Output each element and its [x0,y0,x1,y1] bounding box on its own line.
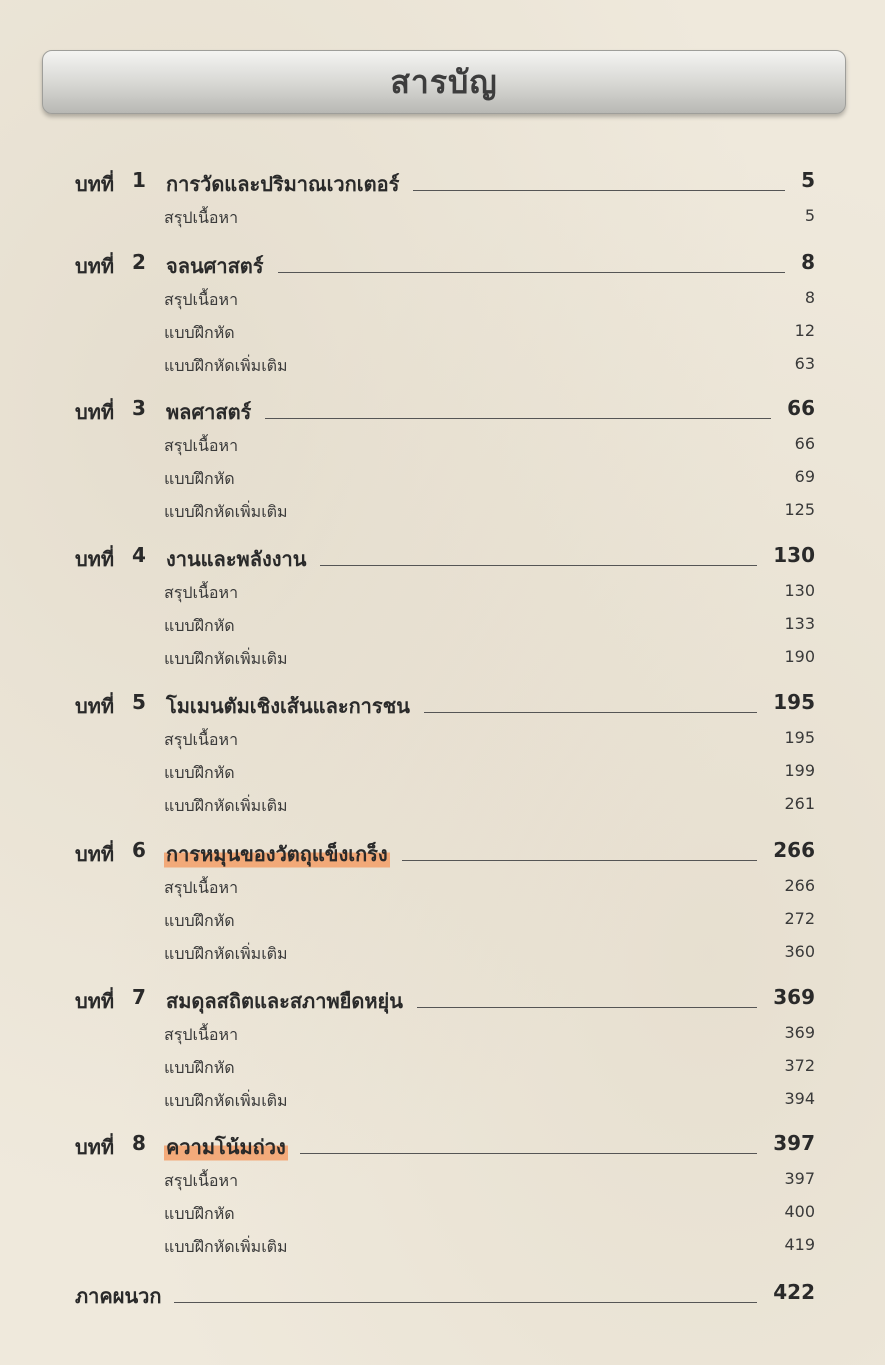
section-row[interactable] [0,728,885,758]
leader-line [278,272,786,273]
leader-line [265,418,771,419]
section-row[interactable] [0,1202,885,1232]
section-row[interactable] [0,581,885,611]
chapter-row[interactable] [0,396,885,426]
chapter-prefix: บทที่ [75,172,115,196]
chapter-page: 195 [773,690,815,714]
section-page: 5 [804,206,815,225]
chapter-number: 3 [132,396,146,420]
section-page: 190 [784,647,815,666]
chapter-number: 4 [132,543,146,567]
section-row[interactable] [0,288,885,318]
section-page: 261 [784,794,815,813]
section-label[interactable]: แบบฝึกหัด [164,911,235,930]
chapter-prefix: บทที่ [75,1135,115,1159]
section-page: 369 [784,1023,815,1042]
section-page: 8 [804,288,815,307]
chapter-prefix: บทที่ [75,254,115,278]
chapter-title[interactable]: พลศาสตร์ [166,400,252,424]
chapter-prefix: บทที่ [75,547,115,571]
section-page: 195 [784,728,815,747]
chapter-row[interactable] [0,168,885,198]
chapter-row[interactable] [0,690,885,720]
section-page: 266 [784,876,815,895]
chapter-page: 130 [773,543,815,567]
chapter-page: 5 [801,168,815,192]
chapter-page: 369 [773,985,815,1009]
leader-line [320,565,757,566]
section-page: 199 [784,761,815,780]
section-label[interactable]: สรุปเนื้อหา [164,583,239,602]
appendix-title[interactable]: ภาคผนวก [75,1284,162,1308]
section-row[interactable] [0,909,885,939]
title-banner [42,50,846,114]
section-label[interactable]: แบบฝึกหัด [164,1204,235,1223]
section-row[interactable] [0,1023,885,1053]
appendix-page: 422 [773,1280,815,1304]
chapter-row[interactable] [0,985,885,1015]
chapter-number: 2 [132,250,146,274]
leader-line [417,1007,757,1008]
chapter-title[interactable]: จลนศาสตร์ [166,254,264,278]
section-page: 66 [794,434,815,453]
chapter-number: 1 [132,168,146,192]
section-label[interactable]: แบบฝึกหัดเพิ่มเติม [164,649,288,668]
chapter-number: 8 [132,1131,146,1155]
section-label[interactable]: แบบฝึกหัด [164,469,235,488]
section-label[interactable]: แบบฝึกหัดเพิ่มเติม [164,356,288,375]
section-label[interactable]: แบบฝึกหัดเพิ่มเติม [164,1091,288,1110]
leader-line [402,860,758,861]
chapter-title[interactable]: ความโน้มถ่วง [164,1131,288,1163]
section-row[interactable] [0,876,885,906]
chapter-title[interactable]: สมดุลสถิตและสภาพยืดหยุ่น [166,989,403,1013]
chapter-page: 8 [801,250,815,274]
chapter-title[interactable]: การวัดและปริมาณเวกเตอร์ [166,172,400,196]
chapter-page: 397 [773,1131,815,1155]
chapter-title[interactable]: งานและพลังงาน [166,547,307,571]
section-label[interactable]: แบบฝึกหัด [164,616,235,635]
section-label[interactable]: สรุปเนื้อหา [164,878,239,897]
section-label[interactable]: สรุปเนื้อหา [164,1025,239,1044]
section-label[interactable]: สรุปเนื้อหา [164,208,239,227]
section-page: 372 [784,1056,815,1075]
section-label[interactable]: แบบฝึกหัดเพิ่มเติม [164,1237,288,1256]
section-row[interactable] [0,500,885,530]
section-row[interactable] [0,206,885,236]
chapter-row[interactable] [0,250,885,280]
section-page: 133 [784,614,815,633]
chapter-row[interactable] [0,838,885,868]
chapter-prefix: บทที่ [75,694,115,718]
chapter-number: 5 [132,690,146,714]
chapter-page: 266 [773,838,815,862]
section-label[interactable]: สรุปเนื้อหา [164,436,239,455]
chapter-title[interactable]: โมเมนตัมเชิงเส้นและการชน [166,694,410,718]
section-label[interactable]: แบบฝึกหัดเพิ่มเติม [164,502,288,521]
section-label[interactable]: สรุปเนื้อหา [164,1171,239,1190]
section-page: 130 [784,581,815,600]
section-label[interactable]: แบบฝึกหัดเพิ่มเติม [164,944,288,963]
section-page: 63 [794,354,815,373]
page-title: สารบัญ [390,62,498,101]
appendix-row[interactable] [0,1280,885,1310]
chapter-prefix: บทที่ [75,400,115,424]
leader-line [174,1302,758,1303]
section-row[interactable] [0,1235,885,1265]
chapter-prefix: บทที่ [75,989,115,1013]
leader-line [413,190,785,191]
section-label[interactable]: สรุปเนื้อหา [164,730,239,749]
chapter-row[interactable] [0,1131,885,1161]
section-row[interactable] [0,794,885,824]
section-page: 125 [784,500,815,519]
section-page: 419 [784,1235,815,1254]
section-page: 394 [784,1089,815,1108]
section-row[interactable] [0,761,885,791]
section-row[interactable] [0,467,885,497]
section-row[interactable] [0,321,885,351]
section-label[interactable]: แบบฝึกหัดเพิ่มเติม [164,796,288,815]
section-label[interactable]: สรุปเนื้อหา [164,290,239,309]
chapter-row[interactable] [0,543,885,573]
section-row[interactable] [0,354,885,384]
section-row[interactable] [0,434,885,464]
section-page: 69 [794,467,815,486]
section-row[interactable] [0,614,885,644]
section-page: 12 [794,321,815,340]
chapter-page: 66 [787,396,815,420]
section-page: 360 [784,942,815,961]
leader-line [300,1153,758,1154]
section-page: 397 [784,1169,815,1188]
section-page: 400 [784,1202,815,1221]
section-page: 272 [784,909,815,928]
leader-line [424,712,757,713]
section-label[interactable]: แบบฝึกหัด [164,1058,235,1077]
chapter-prefix: บทที่ [75,842,115,866]
section-row[interactable] [0,1056,885,1086]
section-label[interactable]: แบบฝึกหัด [164,763,235,782]
section-label[interactable]: แบบฝึกหัด [164,323,235,342]
chapter-number: 7 [132,985,146,1009]
section-row[interactable] [0,942,885,972]
chapter-number: 6 [132,838,146,862]
section-row[interactable] [0,647,885,677]
section-row[interactable] [0,1089,885,1119]
section-row[interactable] [0,1169,885,1199]
chapter-title[interactable]: การหมุนของวัตถุแข็งเกร็ง [164,838,390,870]
